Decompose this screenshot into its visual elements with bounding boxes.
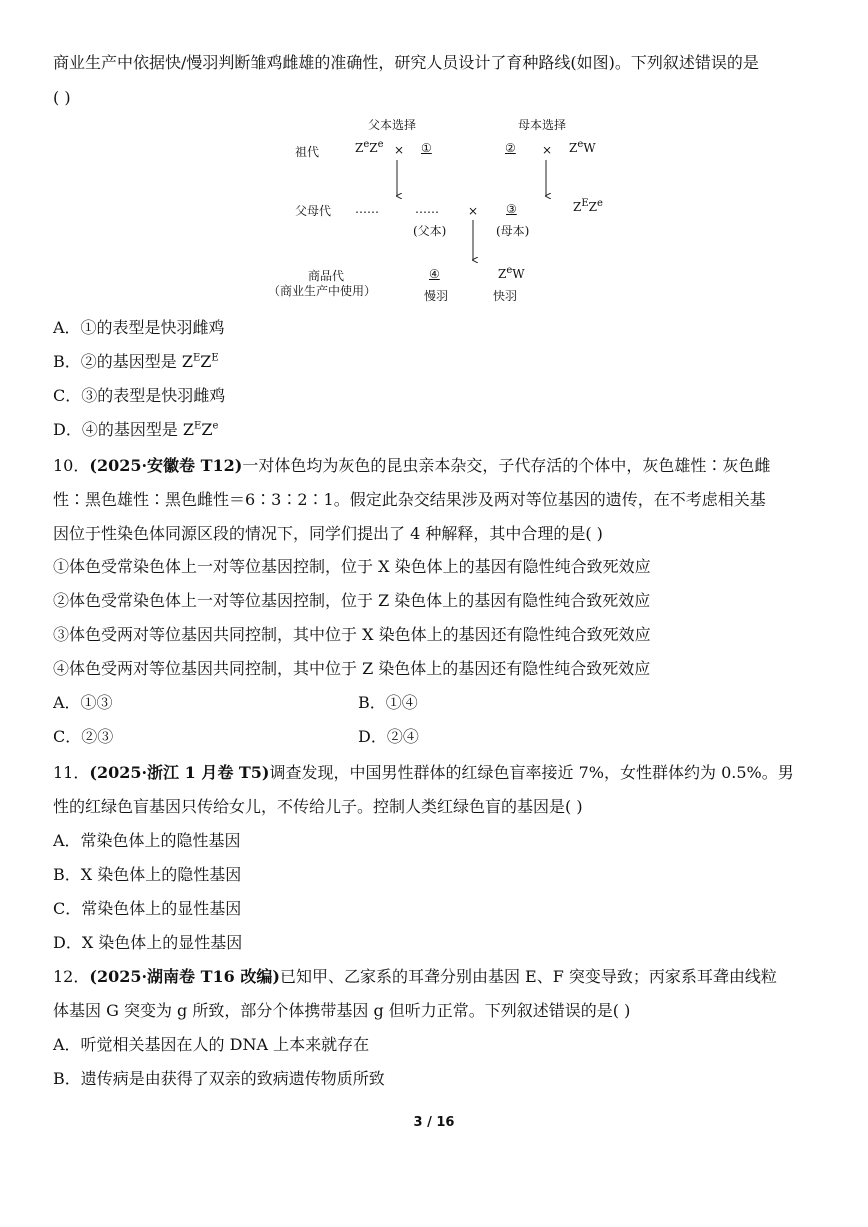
question-9-stem: 商业生产中依据快/慢羽判断雏鸡雌雄的准确性，研究人员设计了育种路线(如图)。下列叙述错误的是 (53, 53, 759, 72)
q10-statement-2: ②体色受常染色体上一对等位基因控制，位于 Z 染色体上的基因有隐性纯合致死效应 (53, 591, 651, 610)
q12-option-a: A．听觉相关基因在人的 DNA 上本来就存在 (53, 1035, 370, 1054)
q12-stem-line1: 12．(2025·湖南卷 T16 改编)已知甲、乙家系的耳聋分别由基因 E、F 突变导致；丙家系耳聋由线粒 (53, 967, 777, 986)
q11-stem-line2: 性的红绿色盲基因只传给女儿，不传给儿子。控制人类红绿色盲的基因是( ) (53, 797, 583, 816)
cross-symbol: × (468, 204, 479, 218)
grandparent-mother-genotype: $Z^eW$ (569, 139, 596, 155)
grandparents-label: 祖代 (295, 145, 320, 159)
q12-option-b: B．遗传病是由获得了双亲的致病遗传物质所致 (53, 1069, 385, 1088)
circle-1: ① (421, 141, 432, 155)
q11-option-a: A．常染色体上的隐性基因 (53, 831, 241, 850)
mother-label: (母本) (496, 224, 530, 238)
circle-2: ② (505, 141, 516, 155)
q11-option-b: B．X 染色体上的隐性基因 (53, 865, 242, 884)
offspring-genotype: $Z^eW$ (498, 265, 525, 281)
q10-option-d: D．②④ (358, 727, 419, 746)
father-select-label: 父本选择 (368, 118, 417, 132)
q9-option-a: A．①的表型是快羽雌鸡 (53, 318, 225, 337)
cross-symbol: × (394, 143, 405, 157)
q10-stem-line2: 性∶黑色雄性∶黑色雌性＝6∶3∶2∶1。假定此杂交结果涉及两对等位基因的遗传，在不考虑相关基 (53, 490, 766, 509)
mother-select-label: 母本选择 (518, 118, 567, 132)
q10-option-b: B．①④ (358, 693, 418, 712)
q10-statement-4: ④体色受两对等位基因共同控制，其中位于 Z 染色体上的基因还有隐性纯合致死效应 (53, 659, 651, 678)
q9-option-b: B．②的基因型是 $Z^EZ^E$ (53, 352, 219, 371)
grandparent-father-genotype: $Z^eZ^e$ (355, 139, 384, 155)
q9-option-c: C．③的表型是快羽雌鸡 (53, 386, 226, 405)
breeding-diagram (268, 112, 610, 312)
parents-label: 父母代 (295, 204, 332, 218)
q11-option-c: C．常染色体上的显性基因 (53, 899, 242, 918)
q10-statement-1: ①体色受常染色体上一对等位基因控制，位于 X 染色体上的基因有隐性纯合致死效应 (53, 557, 651, 576)
commercial-label: 商品代 (308, 269, 345, 283)
page-number: 3 / 16 (413, 1115, 455, 1130)
q10-option-a: A．①③ (53, 693, 113, 712)
slow-feather-label: 慢羽 (424, 289, 449, 303)
q9-option-d: D．④的基因型是 $Z^EZ^e$ (53, 420, 219, 439)
q10-statement-3: ③体色受两对等位基因共同控制，其中位于 X 染色体上的基因还有隐性纯合致死效应 (53, 625, 651, 644)
q11-stem-line1: 11．(2025·浙江 1 月卷 T5)调查发现，中国男性群体的红绿色盲率接近 7%，女性群体约为 0.5%。男 (53, 763, 794, 782)
q12-stem-line2: 体基因 G 突变为 g 所致，部分个体携带基因 g 但听力正常。下列叙述错误的是( ) (53, 1001, 631, 1020)
q10-option-c: C．②③ (53, 727, 114, 746)
circle-4: ④ (429, 267, 440, 281)
ellipsis-father: …… (415, 202, 439, 216)
commercial-sub-label: （商业生产中使用） (268, 284, 377, 298)
fast-feather-label: 快羽 (493, 289, 518, 303)
q10-stem-line3: 因位于性染色体同源区段的情况下，同学们提出了 4 种解释，其中合理的是( ) (53, 524, 603, 543)
parent-genotype: $Z^EZ^e$ (573, 198, 603, 214)
ellipsis-left: …… (355, 202, 379, 216)
cross-symbol: × (542, 143, 553, 157)
father-label: (父本) (413, 224, 447, 238)
circle-3: ③ (506, 202, 517, 216)
q10-stem-line1: 10．(2025·安徽卷 T12)一对体色均为灰色的昆虫亲本杂交，子代存活的个体中，灰色雄性∶灰色雌 (53, 456, 771, 475)
q11-option-d: D．X 染色体上的显性基因 (53, 933, 243, 952)
answer-blank: ( ) (53, 88, 71, 107)
